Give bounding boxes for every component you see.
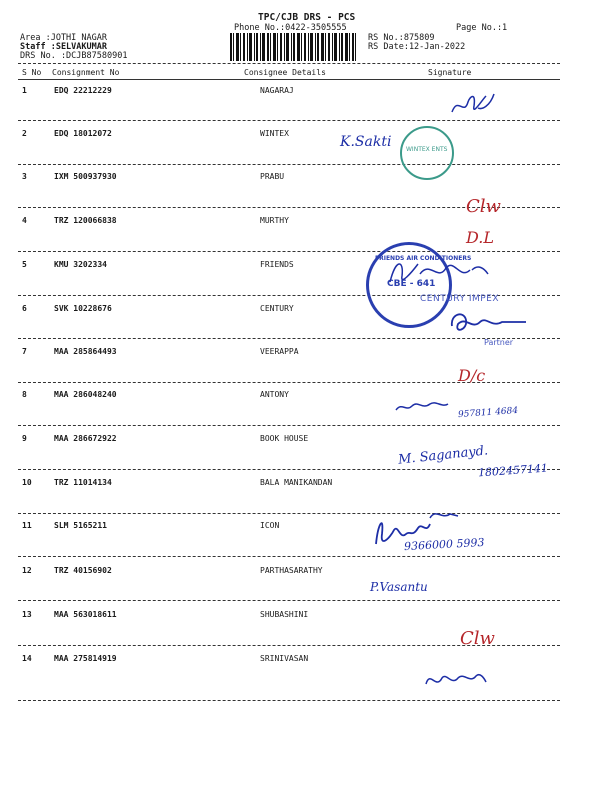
row-consignee: PRABU: [260, 172, 285, 181]
signature-9-phone: 1802457141: [477, 461, 549, 480]
header-divider-top: [18, 63, 560, 64]
mark-cw-1: Clw: [466, 196, 501, 217]
row-sno: 5: [22, 260, 27, 269]
mark-dl-2: D/c: [458, 366, 486, 385]
row-consignee: BOOK HOUSE: [260, 434, 309, 443]
row-consignment: TRZ 11014134: [54, 478, 112, 487]
row-divider: [18, 556, 560, 557]
row-consignee: PARTHASARATHY: [260, 566, 323, 575]
area-label: Area :JOTHI NAGAR: [20, 33, 107, 43]
phone-number: Phone No.:0422-3505555: [234, 23, 347, 33]
signature-6: [446, 306, 530, 336]
page-number: Page No.:1: [456, 23, 508, 33]
signature-5: [384, 252, 494, 292]
friends-stamp-text: FRIENDS AIR CONDITIONERS: [375, 255, 472, 262]
report-title: TPC/CJB DRS - PCS: [258, 12, 356, 23]
row-sno: 12: [22, 566, 32, 575]
signature-14: [420, 664, 490, 694]
row-consignee: SHUBASHINI: [260, 610, 309, 619]
row-sno: 3: [22, 172, 27, 181]
wintex-stamp-text: WINTEX ENTS: [406, 146, 448, 153]
row-divider: [18, 513, 560, 514]
row-sno: 10: [22, 478, 32, 487]
row-divider: [18, 338, 560, 339]
row-divider: [18, 425, 560, 426]
barcode: [230, 33, 356, 61]
row-consignment: TRZ 40156902: [54, 566, 112, 575]
signature-9: M. Saganayd.: [397, 443, 489, 468]
signature-8: [392, 398, 452, 416]
row-divider: [18, 164, 560, 165]
signature-8-phone: 957811 4684: [457, 405, 519, 421]
rs-number: RS No.:875809: [368, 33, 435, 43]
row-consignee: VEERAPPA: [260, 347, 299, 356]
row-sno: 11: [22, 521, 32, 530]
row-sno: 14: [22, 654, 32, 663]
signature-11-phone: 9366000 5993: [403, 535, 485, 554]
row-consignment: KMU 3202334: [54, 260, 107, 269]
row-consignee: FRIENDS: [260, 260, 294, 269]
row-consignment: MAA 275814919: [54, 654, 117, 663]
drs-number: DRS No. :DCJB87580901: [20, 51, 128, 61]
row-sno: 6: [22, 304, 27, 313]
row-consignee: SRINIVASAN: [260, 654, 309, 663]
row-sno: 2: [22, 129, 27, 138]
row-consignee: ICON: [260, 521, 280, 530]
col-consignment: Consignment No: [52, 68, 120, 77]
row-consignment: IXM 500937930: [54, 172, 117, 181]
row-consignee: WINTEX: [260, 129, 289, 138]
row-sno: 9: [22, 434, 27, 443]
row-consignment: EDQ 18012072: [54, 129, 112, 138]
century-stamp: CENTURY IMPEX: [420, 294, 500, 304]
col-signature: Signature: [428, 68, 472, 77]
partner-label: Partner: [484, 338, 514, 347]
row-consignee: ANTONY: [260, 390, 289, 399]
row-sno: 13: [22, 610, 32, 619]
signature-2: K.Sakti: [340, 134, 392, 150]
row-consignment: MAA 286672922: [54, 434, 117, 443]
signature-1: [448, 86, 498, 122]
row-consignment: MAA 563018611: [54, 610, 117, 619]
header-divider-bottom: [18, 79, 560, 80]
row-sno: 1: [22, 86, 27, 95]
row-consignment: EDQ 22212229: [54, 86, 112, 95]
row-consignee: CENTURY: [260, 304, 294, 313]
row-sno: 4: [22, 216, 27, 225]
row-consignment: SLM 5165211: [54, 521, 107, 530]
row-consignee: BALA MANIKANDAN: [260, 478, 333, 487]
row-consignee: NAGARAJ: [260, 86, 294, 95]
row-divider: [18, 600, 560, 601]
signature-12: P.Vasantu: [370, 580, 428, 594]
barcode-graphic: [230, 33, 356, 61]
row-sno: 8: [22, 390, 27, 399]
row-divider: [18, 700, 560, 701]
row-consignment: TRZ 120066838: [54, 216, 117, 225]
wintex-stamp: [400, 126, 454, 180]
mark-dl-1: D.L: [466, 228, 494, 247]
col-consignee: Consignee Details: [244, 68, 326, 77]
row-consignment: MAA 285864493: [54, 347, 117, 356]
row-consignment: SVK 10228676: [54, 304, 112, 313]
mark-cw-2: Clw: [460, 628, 495, 649]
row-sno: 7: [22, 347, 27, 356]
staff-label: Staff :SELVAKUMAR: [20, 42, 107, 52]
row-consignment: MAA 286048240: [54, 390, 117, 399]
rs-date: RS Date:12-Jan-2022: [368, 42, 466, 52]
row-consignee: MURTHY: [260, 216, 289, 225]
col-sno: S No: [22, 68, 42, 77]
friends-stamp-city: CBE - 641: [387, 279, 436, 289]
